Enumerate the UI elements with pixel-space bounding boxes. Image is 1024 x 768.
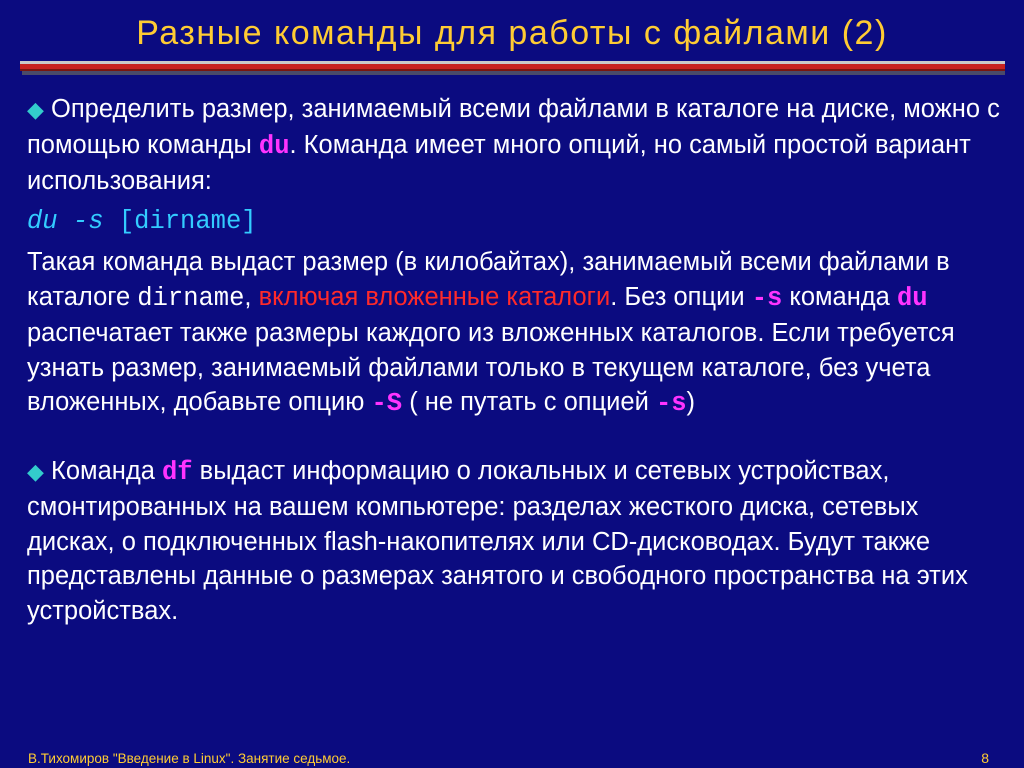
dirname-word: dirname (137, 283, 245, 313)
code-argument: [dirname] (118, 206, 257, 236)
paragraph-du-details: Такая команда выдаст размер (в килобайтах), занимаемый всеми файлами в каталоге dirname, включая вложенные каталоги. Без опции -s команда du распечатает также размеры каждого из вложенных каталогов. Если требуется узнать размер, занимаемый файлами только в текущем каталоге, без учета вложенных, добавьте опцию -S ( не путать с опцией -s) (27, 248, 955, 418)
title-divider (20, 61, 1005, 78)
diamond-bullet-icon: ◆ (27, 97, 44, 122)
slide-title: Разные команды для работы с файлами (2) (136, 14, 888, 52)
code-option: -s (72, 206, 104, 236)
command-du-inline: du (896, 283, 928, 313)
code-command: du (27, 206, 58, 236)
option-s-upper: -S (371, 389, 403, 418)
code-example (27, 205, 1002, 240)
paragraph-df: ◆ Команда df выдаст информацию о локальных и сетевых устройствах, смонтированных на вашем компьютере: разделах жесткого диска, сетевых дисках, о подключенных flash-накопителях или CD-дисководах. Будут также представлены данные о размерах занятого и свободного пространства на этих устройствах. (27, 456, 968, 625)
spacer (27, 422, 1002, 454)
highlight-nested-dirs: включая вложенные каталоги (258, 282, 611, 311)
footer-course-info: В.Тихомиров "Введение в Linux". Занятие седьмое. (28, 751, 351, 766)
diamond-bullet-icon: ◆ (27, 458, 44, 484)
paragraph-du-intro: ◆ Определить размер, занимаемый всеми файлами в каталоге на диске, можно с помощью команды du. Команда имеет много опций, но самый простой вариант использования: (27, 95, 1000, 195)
command-du: du (258, 131, 290, 161)
slide-body (27, 92, 1002, 628)
option-s-lower: -s (751, 283, 783, 313)
command-df: df (161, 457, 193, 487)
option-s-lower-2: -s (655, 389, 687, 418)
page-number: 8 (981, 750, 989, 766)
